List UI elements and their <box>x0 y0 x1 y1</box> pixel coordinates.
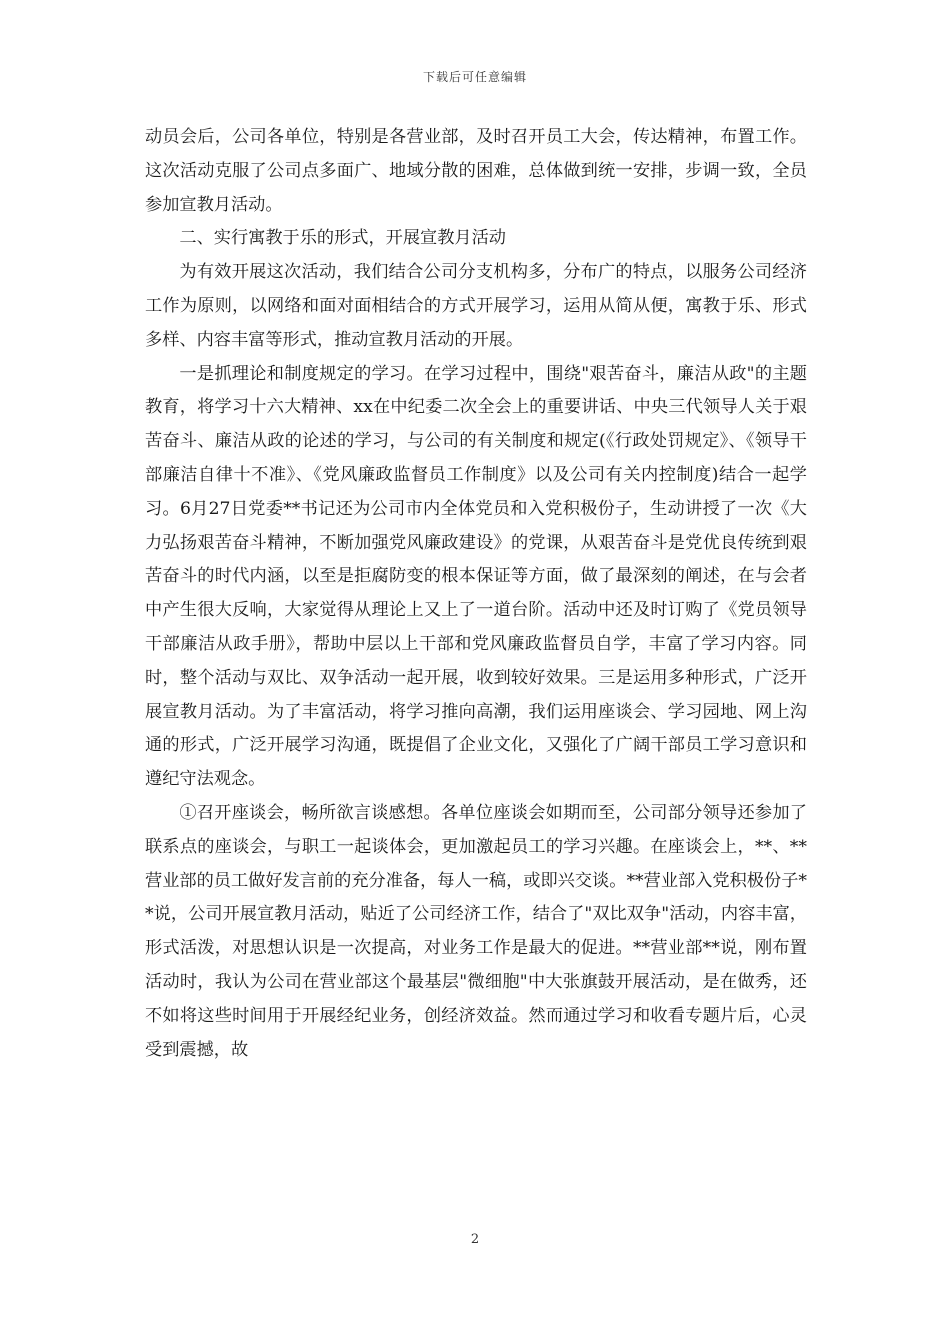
paragraph-mobilization: 动员会后，公司各单位，特别是各营业部，及时召开员工大会，传达精神，布置工作。这次活动克服了公司点多面广、地域分散的困难，总体做到统一安排，步调一致，全员参加宣教月活动。 <box>145 127 807 215</box>
document-body <box>145 121 807 1067</box>
section-heading-two: 二、实行寓教于乐的形式，开展宣教月活动 <box>179 228 506 249</box>
paragraph-theory-study: 一是抓理论和制度规定的学习。在学习过程中，围绕"艰苦奋斗，廉洁从政"的主题教育，将学习十六大精神、xx在中纪委二次全会上的重要讲话、中央三代领导人关于艰苦奋斗、廉洁从政的论述的学习，与公司的有关制度和规定(《行政处罚规定》、《领导干部廉洁自律十不准》、《党风廉政监督员工作制度》以及公司有关内控制度)结合一起学习。6月27日党委**书记还为公司市内全体党员和入党积极份子，生动讲授了一次《大力弘扬艰苦奋斗精神，不断加强党风廉政建设》的党课，从艰苦奋斗是党优良传统到艰苦奋斗的时代内涵，以至是拒腐防变的根本保证等方面，做了最深刻的阐述，在与会者中产生很大反响，大家觉得从理论上又上了一道台阶。活动中还及时订购了《党员领导干部廉洁从政手册》，帮助中层以上干部和党风廉政监督员自学，丰富了学习内容。同时，整个活动与双比、双争活动一起开展，收到较好效果。三是运用多种形式，广泛开展宣教月活动。为了丰富活动，将学习推向高潮，我们运用座谈会、学习园地、网上沟通的形式，广泛开展学习沟通，既提倡了企业文化，又强化了广阔干部员工学习意识和遵纪守法观念。 <box>145 363 807 790</box>
paragraph-activity-approach: 为有效开展这次活动，我们结合公司分支机构多，分布广的特点，以服务公司经济工作为原则，以网络和面对面相结合的方式开展学习，运用从简从便，寓教于乐、形式多样、内容丰富等形式，推动宣教月活动的开展。 <box>145 262 807 350</box>
page-number: 2 <box>470 1232 480 1247</box>
page-header: 下载后可任意编辑 <box>422 70 527 84</box>
paragraph-symposium: ①召开座谈会，畅所欲言谈感想。各单位座谈会如期而至，公司部分领导还参加了联系点的座谈会，与职工一起谈体会，更加激起员工的学习兴趣。在座谈会上，**、**营业部的员工做好发言前的充分准备，每人一稿，或即兴交谈。**营业部入党积极份子**说，公司开展宣教月活动，贴近了公司经济工作，结合了"双比双争"活动，内容丰富，形式活泼，对思想认识是一次提高，对业务工作是最大的促进。**营业部**说，刚布置活动时，我认为公司在营业部这个最基层"微细胞"中大张旗鼓开展活动，是在做秀，还不如将这些时间用于开展经纪业务，创经济效益。然而通过学习和收看专题片后，心灵受到震撼，故 <box>145 802 807 1060</box>
